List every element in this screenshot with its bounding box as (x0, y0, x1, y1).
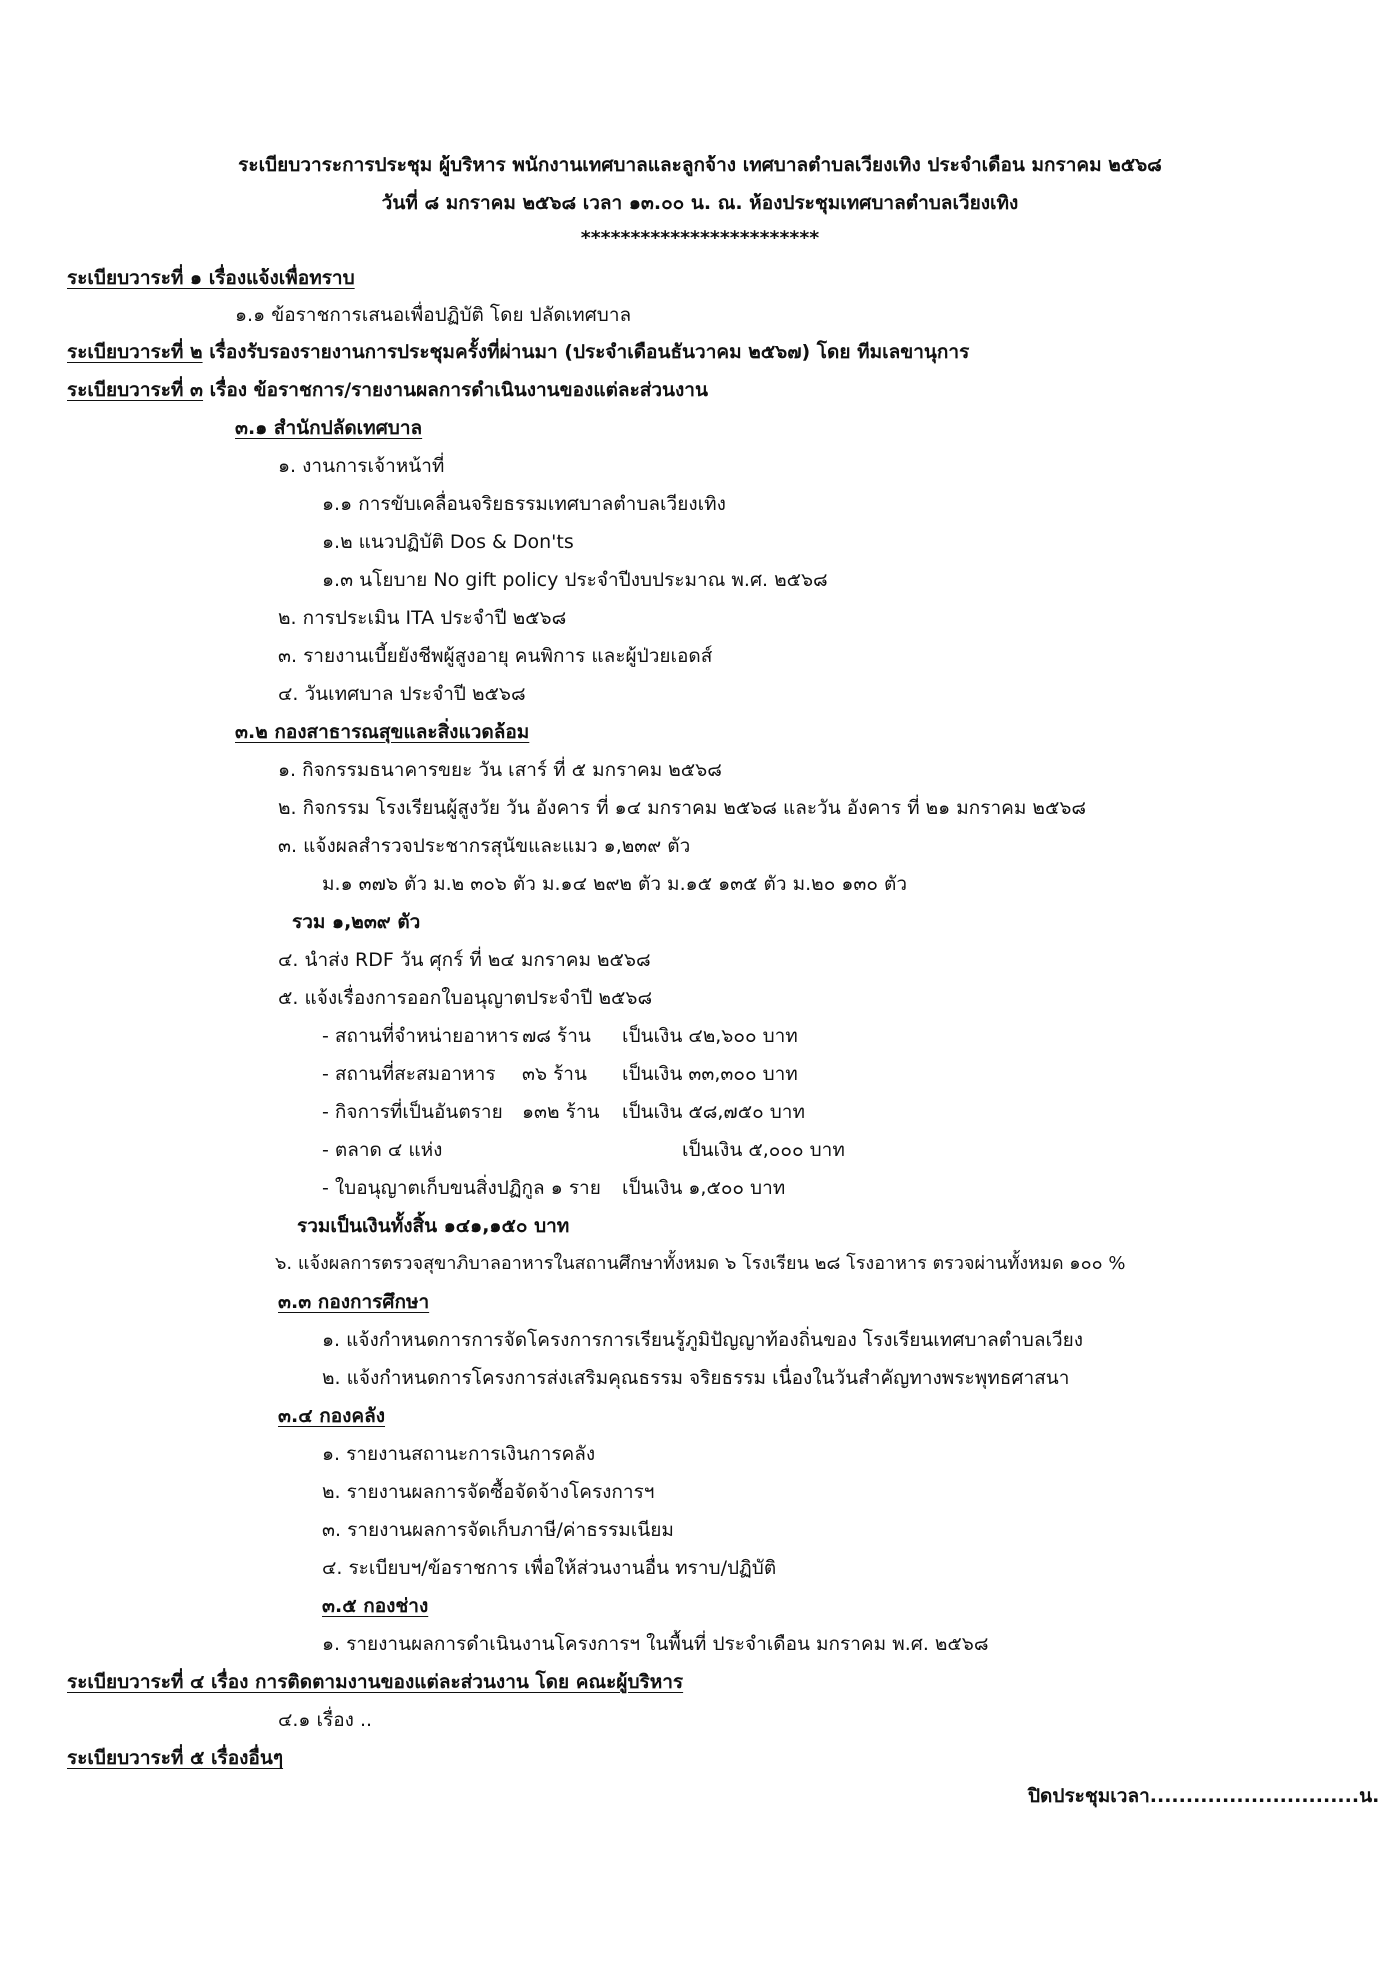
section-3-5-item-1: ๑. รายงานผลการดำเนินงานโครงการฯ ในพื้นที่ ประจำเดือน มกราคม พ.ศ. ๒๕๖๘ (322, 1633, 989, 1655)
section-3-4-title: ๓.๔ กองคลัง (278, 1405, 386, 1427)
license-grand-total: รวมเป็นเงินทั้งสิ้น ๑๔๑,๑๕๐ บาท (297, 1215, 570, 1237)
license-name: - กิจการที่เป็นอันตราย (322, 1101, 503, 1123)
license-name: - สถานที่จำหน่ายอาหาร (322, 1025, 519, 1047)
section-3-1-title: ๓.๑ สำนักปลัดเทศบาล (235, 417, 423, 439)
agenda-3-prefix: ระเบียบวาระที่ ๓ (67, 379, 204, 401)
section-3-5-title: ๓.๕ กองช่าง (322, 1595, 429, 1617)
license-money: เป็นเงิน ๕๘,๗๕๐ บาท (622, 1101, 805, 1123)
stars-divider: ************************ (580, 227, 820, 249)
agenda-1-heading: ระเบียบวาระที่ ๑ เรื่องแจ้งเพื่อทราบ (67, 267, 355, 289)
section-3-1-item-4: ๔. วันเทศบาล ประจำปี ๒๕๖๘ (278, 683, 526, 705)
section-3-2-item-4: ๔. นำส่ง RDF วัน ศุกร์ ที่ ๒๔ มกราคม ๒๕๖๘ (278, 949, 651, 971)
license-row (322, 1023, 798, 1049)
license-money: เป็นเงิน ๕,๐๐๐ บาท (682, 1139, 845, 1161)
section-3-2-item-3: ๓. แจ้งผลสำรวจประชากรสุนัขและแมว ๑,๒๓๙ ตัว (278, 835, 691, 857)
section-3-1-item-1: ๑. งานการเจ้าหน้าที่ (278, 455, 445, 477)
agenda-1-item-1: ๑.๑ ข้อราชการเสนอเพื่อปฏิบัติ โดย ปลัดเทศบาล (235, 304, 632, 326)
agenda-3-rest: เรื่อง ข้อราชการ/รายงานผลการดำเนินงานของแต่ละส่วนงาน (203, 379, 708, 401)
license-name: - ใบอนุญาตเก็บขนสิ่งปฏิกูล ๑ ราย (322, 1177, 601, 1199)
agenda-5-heading: ระเบียบวาระที่ ๕ เรื่องอื่นๆ (67, 1747, 284, 1769)
license-money: เป็นเงิน ๓๓,๓๐๐ บาท (622, 1063, 798, 1085)
section-3-1-item-3: ๓. รายงานเบี้ยยังชีพผู้สูงอายุ คนพิการ และผู้ป่วยเอดส์ (278, 645, 713, 667)
section-3-3-title: ๓.๓ กองการศึกษา (278, 1291, 430, 1313)
section-3-1-item-2: ๒. การประเมิน ITA ประจำปี ๒๕๖๘ (278, 607, 567, 629)
license-row (322, 1061, 798, 1087)
section-3-2-item-6: ๖. แจ้งผลการตรวจสุขาภิบาลอาหารในสถานศึกษาทั้งหมด ๖ โรงเรียน ๒๘ โรงอาหาร ตรวจผ่านทั้งหมด ๑๐๐ % (275, 1253, 1126, 1274)
section-3-4-item-2: ๒. รายงานผลการจัดซื้อจัดจ้างโครงการฯ (322, 1481, 655, 1503)
license-row (322, 1137, 845, 1163)
license-count: ๓๖ ร้าน (522, 1063, 587, 1085)
section-3-1-item-1-1: ๑.๑ การขับเคลื่อนจริยธรรมเทศบาลตำบลเวียงเทิง (322, 493, 726, 515)
section-3-2-item-5: ๕. แจ้งเรื่องการออกใบอนุญาตประจำปี ๒๕๖๘ (278, 987, 653, 1009)
section-3-1-item-1-2: ๑.๒ แนวปฏิบัติ Dos & Don'ts (322, 531, 574, 553)
license-money: เป็นเงิน ๑,๕๐๐ บาท (622, 1177, 786, 1199)
license-name: - สถานที่สะสมอาหาร (322, 1063, 496, 1085)
license-name: - ตลาด ๔ แห่ง (322, 1139, 443, 1161)
section-3-1-item-1-3: ๑.๓ นโยบาย No gift policy ประจำปีงบประมาณ พ.ศ. ๒๕๖๘ (322, 569, 828, 591)
meeting-date-line: วันที่ ๘ มกราคม ๒๕๖๘ เวลา ๑๓.๐๐ น. ณ. ห้องประชุมเทศบาลตำบลเวียงเทิง (381, 192, 1019, 214)
license-count: ๗๘ ร้าน (522, 1025, 591, 1047)
license-count: ๑๓๒ ร้าน (522, 1101, 600, 1123)
survey-detail: ม.๑ ๓๗๖ ตัว ม.๒ ๓๐๖ ตัว ม.๑๔ ๒๙๒ ตัว ม.๑๕ ๑๓๕ ตัว ม.๒๐ ๑๓๐ ตัว (322, 873, 908, 895)
section-3-2-title: ๓.๒ กองสาธารณสุขและสิ่งแวดล้อม (235, 721, 530, 743)
agenda-2-heading (67, 339, 969, 365)
license-money: เป็นเงิน ๔๒,๖๐๐ บาท (622, 1025, 798, 1047)
section-3-2-item-2: ๒. กิจกรรม โรงเรียนผู้สูงวัย วัน อังคาร ที่ ๑๔ มกราคม ๒๕๖๘ และวัน อังคาร ที่ ๒๑ มกราคม ๒๕๖๘ (278, 797, 1087, 819)
agenda-3-heading (67, 377, 708, 403)
license-row (322, 1175, 785, 1201)
agenda-4-item-1: ๔.๑ เรื่อง .. (278, 1709, 373, 1731)
section-3-4-item-1: ๑. รายงานสถานะการเงินการคลัง (322, 1443, 596, 1465)
document-title: ระเบียบวาระการประชุม ผู้บริหาร พนักงานเทศบาลและลูกจ้าง เทศบาลตำบลเวียงเทิง ประจำเดือน มกราคม ๒๕๖๘ (238, 154, 1162, 176)
agenda-2-rest: เรื่องรับรองรายงานการประชุมครั้งที่ผ่านมา (ประจำเดือนธันวาคม ๒๕๖๗) โดย ทีมเลขานุการ (202, 341, 970, 363)
section-3-3-item-2: ๒. แจ้งกำหนดการโครงการส่งเสริมคุณธรรม จริยธรรม เนื่องในวันสำคัญทางพระพุทธศาสนา (322, 1367, 1070, 1389)
section-3-2-item-1: ๑. กิจกรรมธนาคารขยะ วัน เสาร์ ที่ ๕ มกราคม ๒๕๖๘ (278, 759, 722, 781)
section-3-4-item-3: ๓. รายงานผลการจัดเก็บภาษี/ค่าธรรมเนียม (322, 1519, 674, 1541)
license-row (322, 1099, 805, 1125)
section-3-3-item-1: ๑. แจ้งกำหนดการการจัดโครงการการเรียนรู้ภูมิปัญญาท้องถิ่นของ โรงเรียนเทศบาลตำบลเวียง (322, 1329, 1084, 1351)
agenda-2-prefix: ระเบียบวาระที่ ๒ (67, 341, 203, 363)
closing-time: ปิดประชุมเวลา.............................น. (1028, 1785, 1380, 1807)
agenda-4-heading: ระเบียบวาระที่ ๔ เรื่อง การติดตามงานของแต่ละส่วนงาน โดย คณะผู้บริหาร (67, 1671, 684, 1693)
section-3-4-item-4: ๔. ระเบียบฯ/ข้อราชการ เพื่อให้ส่วนงานอื่น ทราบ/ปฏิบัติ (322, 1557, 777, 1579)
survey-total: รวม ๑,๒๓๙ ตัว (292, 911, 421, 933)
